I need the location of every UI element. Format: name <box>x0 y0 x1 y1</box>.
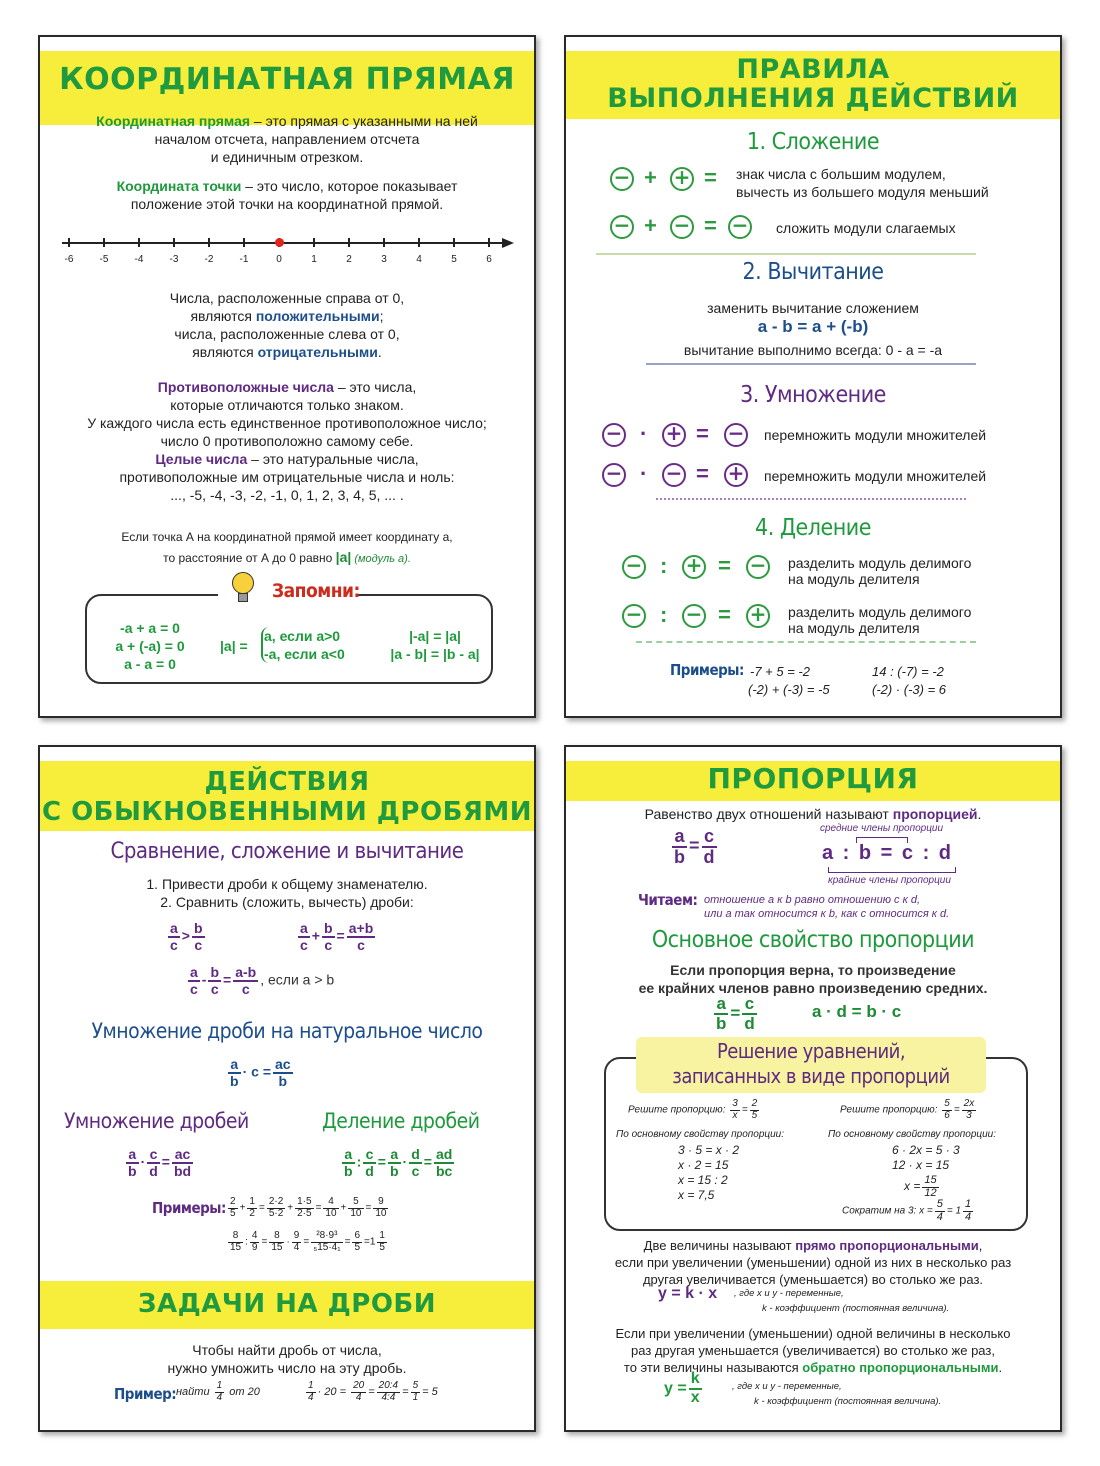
title: ПРАВИЛА ВЫПОЛНЕНИЯ ДЕЙСТВИЙ <box>607 54 1019 114</box>
axis-tick-label: 0 <box>276 254 282 265</box>
heading-addition: 1. Сложение <box>746 129 880 155</box>
read-label: Читаем: <box>638 891 698 909</box>
minus-circle-icon: − <box>602 463 626 487</box>
axis-tick-label: -6 <box>64 254 74 265</box>
subtraction-formula: a - b = a + (-b) <box>757 317 869 336</box>
div-rule-1: разделить модуль делимого на модуль делителя <box>788 555 972 587</box>
read-text: отношение а к b равно отношению с к d, или а так относится к b, как с относится к d. <box>704 894 950 920</box>
direct-proportion-text: Две величины называют прямо пропорциональными, если при увеличении (уменьшении) одной из них в несколько раз другая увеличивается (уменьшается) во столько же раз. <box>614 1238 1012 1287</box>
heading-multiply-fractions: Умножение дробей <box>64 1109 249 1133</box>
axis-tick-label: -2 <box>204 254 214 265</box>
heading-compare-add-sub: Сравнение, сложение и вычитание <box>110 839 464 864</box>
abs-lhs: |a| = <box>220 638 248 654</box>
axis-tick-label: 5 <box>451 254 457 265</box>
right-steps: 6 · 2x = 5 · 3 12 · x = 15 <box>892 1143 960 1172</box>
proportion-fraction: $\frac{a}{b}$ = $\frac{c}{d}$ <box>674 826 715 867</box>
minus-circle-icon: − <box>602 423 626 447</box>
modulus-text: Если точка А на координатной прямой имеет координату а, то расстояние от А до 0 равно |a| (модуль а). <box>121 530 453 565</box>
main-property-fraction: $\frac{a}{b}$ = $\frac{c}{d}$ <box>716 994 755 1033</box>
minus-circle-icon: − <box>662 463 686 487</box>
minus-circle-icon: − <box>610 167 634 191</box>
minus-circle-icon: − <box>746 555 770 579</box>
minus-circle-icon: − <box>670 215 694 239</box>
heading-multiplication: 3. Умножение <box>740 382 886 408</box>
number-line <box>62 238 516 278</box>
task-example: найти $\frac{1}{4}$ от 20 <box>176 1380 260 1403</box>
heading-solving: Решение уравнений, записанных в виде пропорций <box>672 1039 950 1088</box>
heading-main-property: Основное свойство пропорции <box>651 927 975 953</box>
mul-rule-2: перемножить модули множителей <box>764 468 987 484</box>
fraction-times-natural: $\frac{a}{b}$ · c = $\frac{ac}{b}$ <box>230 1056 291 1089</box>
fraction-subtract: $\frac{a}{c}$ - $\frac{b}{c}$ = $\frac{a-b}{c}$ , если a > b <box>190 964 335 997</box>
axis-tick-label: 4 <box>416 254 422 265</box>
origin-point <box>275 238 284 247</box>
remember-col-3: |-a| = |a| |a - b| = |b - a| <box>390 628 480 662</box>
heading-division: 4. Деление <box>755 515 871 541</box>
axis-tick <box>103 238 105 247</box>
main-property-formula: a · d = b · c <box>812 1002 902 1021</box>
definition-coordinate-line: Координатная прямая – это прямая с указанными на ней началом отсчета, направлением отсчета и единичным отрезком. <box>96 113 478 165</box>
plus-circle-icon: + <box>670 167 694 191</box>
axis-tick <box>453 238 455 247</box>
fraction-compare: $\frac{a}{c}$ > $\frac{b}{c}$ <box>170 920 203 953</box>
tasks-title: ЗАДАЧИ НА ДРОБИ <box>137 1289 437 1319</box>
axis-tick-label: -1 <box>239 254 249 265</box>
axis-tick <box>243 238 245 247</box>
title: КООРДИНАТНАЯ ПРЯМАЯ <box>59 62 515 97</box>
title: ПРОПОРЦИЯ <box>707 762 919 795</box>
card-coordinate-line <box>38 35 536 718</box>
left-problem: Решите пропорцию: $\frac{3}{x}$ = $\frac{2}{5}$ <box>628 1098 758 1121</box>
title: ДЕЙСТВИЯ С ОБЫКНОВЕННЫМИ ДРОБЯМИ <box>41 767 533 827</box>
axis-tick <box>488 238 490 247</box>
remember-label: Запомни: <box>272 580 360 602</box>
abs-cases: a, если a>0 -a, если a<0 <box>264 628 345 662</box>
axis-tick-label: 1 <box>311 254 317 265</box>
mul-rule-1: перемножить модули множителей <box>764 427 987 443</box>
direct-formula: y = k · x <box>658 1285 718 1302</box>
minus-circle-icon: − <box>682 604 706 628</box>
axis-tick-label: 3 <box>381 254 387 265</box>
axis-tick <box>313 238 315 247</box>
opposite-numbers-text: Противоположные числа – это числа, которые отличаются только знаком. У каждого числа есть единственное противоположное число; число 0 противоположно самому себе. Целые числа – это натуральные числа, противоположные им отрицательные числа и ноль: ..., -5, -4, -3, -2, -1, 0, 1, 2, 3, 4, 5, ... . <box>87 379 487 503</box>
shortened-result: Сократим на 3: x = $\frac{5}{4}$ = 1 $\frac{1}{4}$ <box>842 1198 972 1223</box>
lightbulb-icon <box>232 572 254 594</box>
extreme-terms-label: крайние члены пропорции <box>828 875 951 886</box>
task-example-label: Пример: <box>114 1385 177 1403</box>
minus-circle-icon: − <box>724 423 748 447</box>
axis-tick <box>138 238 140 247</box>
middle-terms-label: средние члены пропорции <box>820 823 944 834</box>
plus-circle-icon: + <box>662 423 686 447</box>
card-proportion: ПРОПОРЦИЯ Равенство двух отношений называют пропорцией. $\frac{a}{b}$ = $\frac{c}{d}$ средние члены пропорции a : b = c : d крайние члены пропорции Читаем: отношение а к b равно отношению с к d, или а так относится к b, как с относится к d. Основное свойство пропорции Если пропорция верна, то произведение ее крайних членов равно произведению средних. $\frac{a}{b}$ = $\frac{c}{d}$ a · d = b · c Решение уравнений, записанных в виде пропорций Решите пропорцию: $\frac{3}{x}$ = $\frac{2}{5}$ По основному свойству пропорции: 3 · 5 = x · 2 x · 2 = 15 x = 15 : 2 x = 7,5 Решите пропорцию: $\frac{5}{6}$ = $\frac{2x}{3}$ По основному свойству пропорции: 6 · 2x = 5 · 3 12 · x = 15 x = $\frac{15}{12}$ Сократим на 3: x = $\frac{5}{4}$ = 1 $\frac{1}{4}$ Две величины называют прямо пропорциональными, если при увеличении (уменьшении) одной из них в несколько раз другая увеличивается (уменьшается) во столько же раз. y = k · x , где x и y - переменные, k - коэффициент (постоянная величина). Если при увеличении (уменьшении) одной величины в несколько раз другая уменьшается (увеличивается) во столько же раз, то эти величины называются обратно пропорциональными. y = $\frac{k}{x}$ , где x и y - переменные, k - коэффициент (постоянная величина). <box>564 745 1062 1432</box>
left-steps: 3 · 5 = x · 2 x · 2 = 15 x = 15 : 2 x = 7,5 <box>678 1143 740 1202</box>
heading-multiply-by-natural: Умножение дроби на натуральное число <box>91 1019 483 1043</box>
div-rule-2: разделить модуль делимого на модуль делителя <box>788 604 972 636</box>
examples-label: Примеры: <box>670 661 744 679</box>
axis-tick <box>418 238 420 247</box>
axis-tick-label: -3 <box>169 254 179 265</box>
plus-circle-icon: + <box>724 463 748 487</box>
definition-point-coordinate: Координата точки – это число, которое показывает положение этой точки на координатной прямой. <box>116 178 458 212</box>
axis-tick-label: 6 <box>486 254 492 265</box>
examples-label: Примеры: <box>152 1199 226 1217</box>
minus-circle-icon: − <box>622 604 646 628</box>
example-1: $\frac{2}{5}$ + $\frac{1}{2}$ = $\frac{2\cdot 2}{5\cdot 2}$ + $\frac{1\cdot 5}{2\cdot 5}$ = $\frac{4}{10}$ + $\frac{5}{10}$ = $\frac{9}{10}$ <box>230 1196 387 1219</box>
fraction-divide: $\frac{a}{b}$ : $\frac{c}{d}$ = $\frac{a}{b}$ · $\frac{d}{c}$ = $\frac{ad}{bc}$ <box>344 1146 453 1179</box>
card-operation-rules: ПРАВИЛА ВЫПОЛНЕНИЯ ДЕЙСТВИЙ 1. Сложение − + + = знак числа с большим модулем, вычесть из большего модуля меньший − + − = − сложить модули слагаемых 2. Вычитание заменить вычитание сложением a - b = a + (-b) вычитание выполнимо всегда: 0 - a = -a 3. Умножение − · + = − перемножить модули множителей − · − = + перемножить модули множителей 4. Деление − : + = − разделить модуль делимого на модуль делителя − : − = + разделить модуль делимого на модуль делителя Примеры: -7 + 5 = -2 14 : (-7) = -2 (-2) + (-3) = -5 (-2) · (-3) = 6 <box>564 35 1062 718</box>
minus-circle-icon: − <box>622 555 646 579</box>
right-problem: Решите пропорцию: $\frac{5}{6}$ = $\frac{2x}{3}$ <box>840 1098 975 1121</box>
positive-negative-text: Числа, расположенные справа от 0, являются положительными; числа, расположенные слева от 0, являются отрицательными. <box>169 290 405 360</box>
addition-rule-1: знак числа с большим модулем, вычесть из большего модуля меньший <box>736 166 989 200</box>
heading-subtraction: 2. Вычитание <box>742 259 884 285</box>
axis-tick <box>348 238 350 247</box>
axis-tick-label: -5 <box>99 254 109 265</box>
axis-tick <box>68 238 70 247</box>
axis-tick <box>208 238 210 247</box>
heading-divide-fractions: Деление дробей <box>322 1109 480 1133</box>
proportion-definition: Равенство двух отношений называют пропорцией. <box>644 806 982 822</box>
remember-col-1: -a + a = 0 a + (-a) = 0 a - a = 0 <box>115 620 185 672</box>
example-2: $\frac{8}{15}$ : $\frac{4}{9}$ = $\frac{8}{15}$ · $\frac{9}{4}$ = $\frac{\text{²8·9³}}{\text{₅15·4₁}}$ = $\frac{6}{5}$ =1 $\frac{1}{5}$ <box>230 1230 385 1253</box>
fraction-multiply: $\frac{a}{b}$ · $\frac{c}{d}$ = $\frac{ac}{bd}$ <box>128 1146 192 1179</box>
axis-tick <box>383 238 385 247</box>
proportion-ratio: a : b = c : d <box>822 842 954 864</box>
plus-circle-icon: + <box>682 555 706 579</box>
axis-tick-label: 2 <box>346 254 352 265</box>
addition-rule-2: сложить модули слагаемых <box>776 220 956 236</box>
card-fraction-operations: ДЕЙСТВИЯ С ОБЫКНОВЕННЫМИ ДРОБЯМИ Сравнение, сложение и вычитание 1. Привести дроби к общему знаменателю. 2. Сравнить (сложить, вычесть) дроби: $\frac{a}{c}$ > $\frac{b}{c}$ $\frac{a}{c}$ + $\frac{b}{c}$ = $\frac{a+b}{c}$ $\frac{a}{c}$ - $\frac{b}{c}$ = $\frac{a-b}{c}$ , если a > b Умножение дроби на натуральное число $\frac{a}{b}$ · c = $\frac{ac}{b}$ Умножение дробей Деление дробей $\frac{a}{b}$ · $\frac{c}{d}$ = $\frac{ac}{bd}$ $\frac{a}{b}$ : $\frac{c}{d}$ = $\frac{a}{b}$ · $\frac{d}{c}$ = $\frac{ad}{bc}$ Примеры: $\frac{2}{5}$ + $\frac{1}{2}$ = $\frac{2\cdot 2}{5\cdot 2}$ + $\frac{1\cdot 5}{2\cdot 5}$ = $\frac{4}{10}$ + $\frac{5}{10}$ = $\frac{9}{10}$ $\frac{8}{15}$ : $\frac{4}{9}$ = $\frac{8}{15}$ · $\frac{9}{4}$ = $\frac{\text{²8·9³}}{\text{₅15·4₁}}$ = $\frac{6}{5}$ =1 $\frac{1}{5}$ ЗАДАЧИ НА ДРОБИ Чтобы найти дробь от числа, нужно умножить число на эту дробь. Пример: найти $\frac{1}{4}$ от 20 $\frac{1}{4}$ · 20 = $\frac{20}{4}$ = $\frac{20:4}{4:4}$ = $\frac{5}{1}$ = 5 <box>38 745 536 1432</box>
minus-circle-icon: − <box>610 215 634 239</box>
task-solution: $\frac{1}{4}$ · 20 = $\frac{20}{4}$ = $\frac{20:4}{4:4}$ = $\frac{5}{1}$ = 5 <box>308 1380 438 1403</box>
axis-tick <box>173 238 175 247</box>
fraction-add: $\frac{a}{c}$ + $\frac{b}{c}$ = $\frac{a+b}{c}$ <box>300 920 374 953</box>
inverse-formula: y = $\frac{k}{x}$ <box>664 1370 700 1406</box>
minus-circle-icon: − <box>728 215 752 239</box>
axis-tick-label: -4 <box>134 254 144 265</box>
plus-circle-icon: + <box>746 604 770 628</box>
inverse-proportion-text: Если при увеличении (уменьшении) одной величины в несколько раз другая уменьшается (увеличивается) во столько же раз, то эти величины называются обратно пропорциональными. <box>615 1326 1011 1375</box>
